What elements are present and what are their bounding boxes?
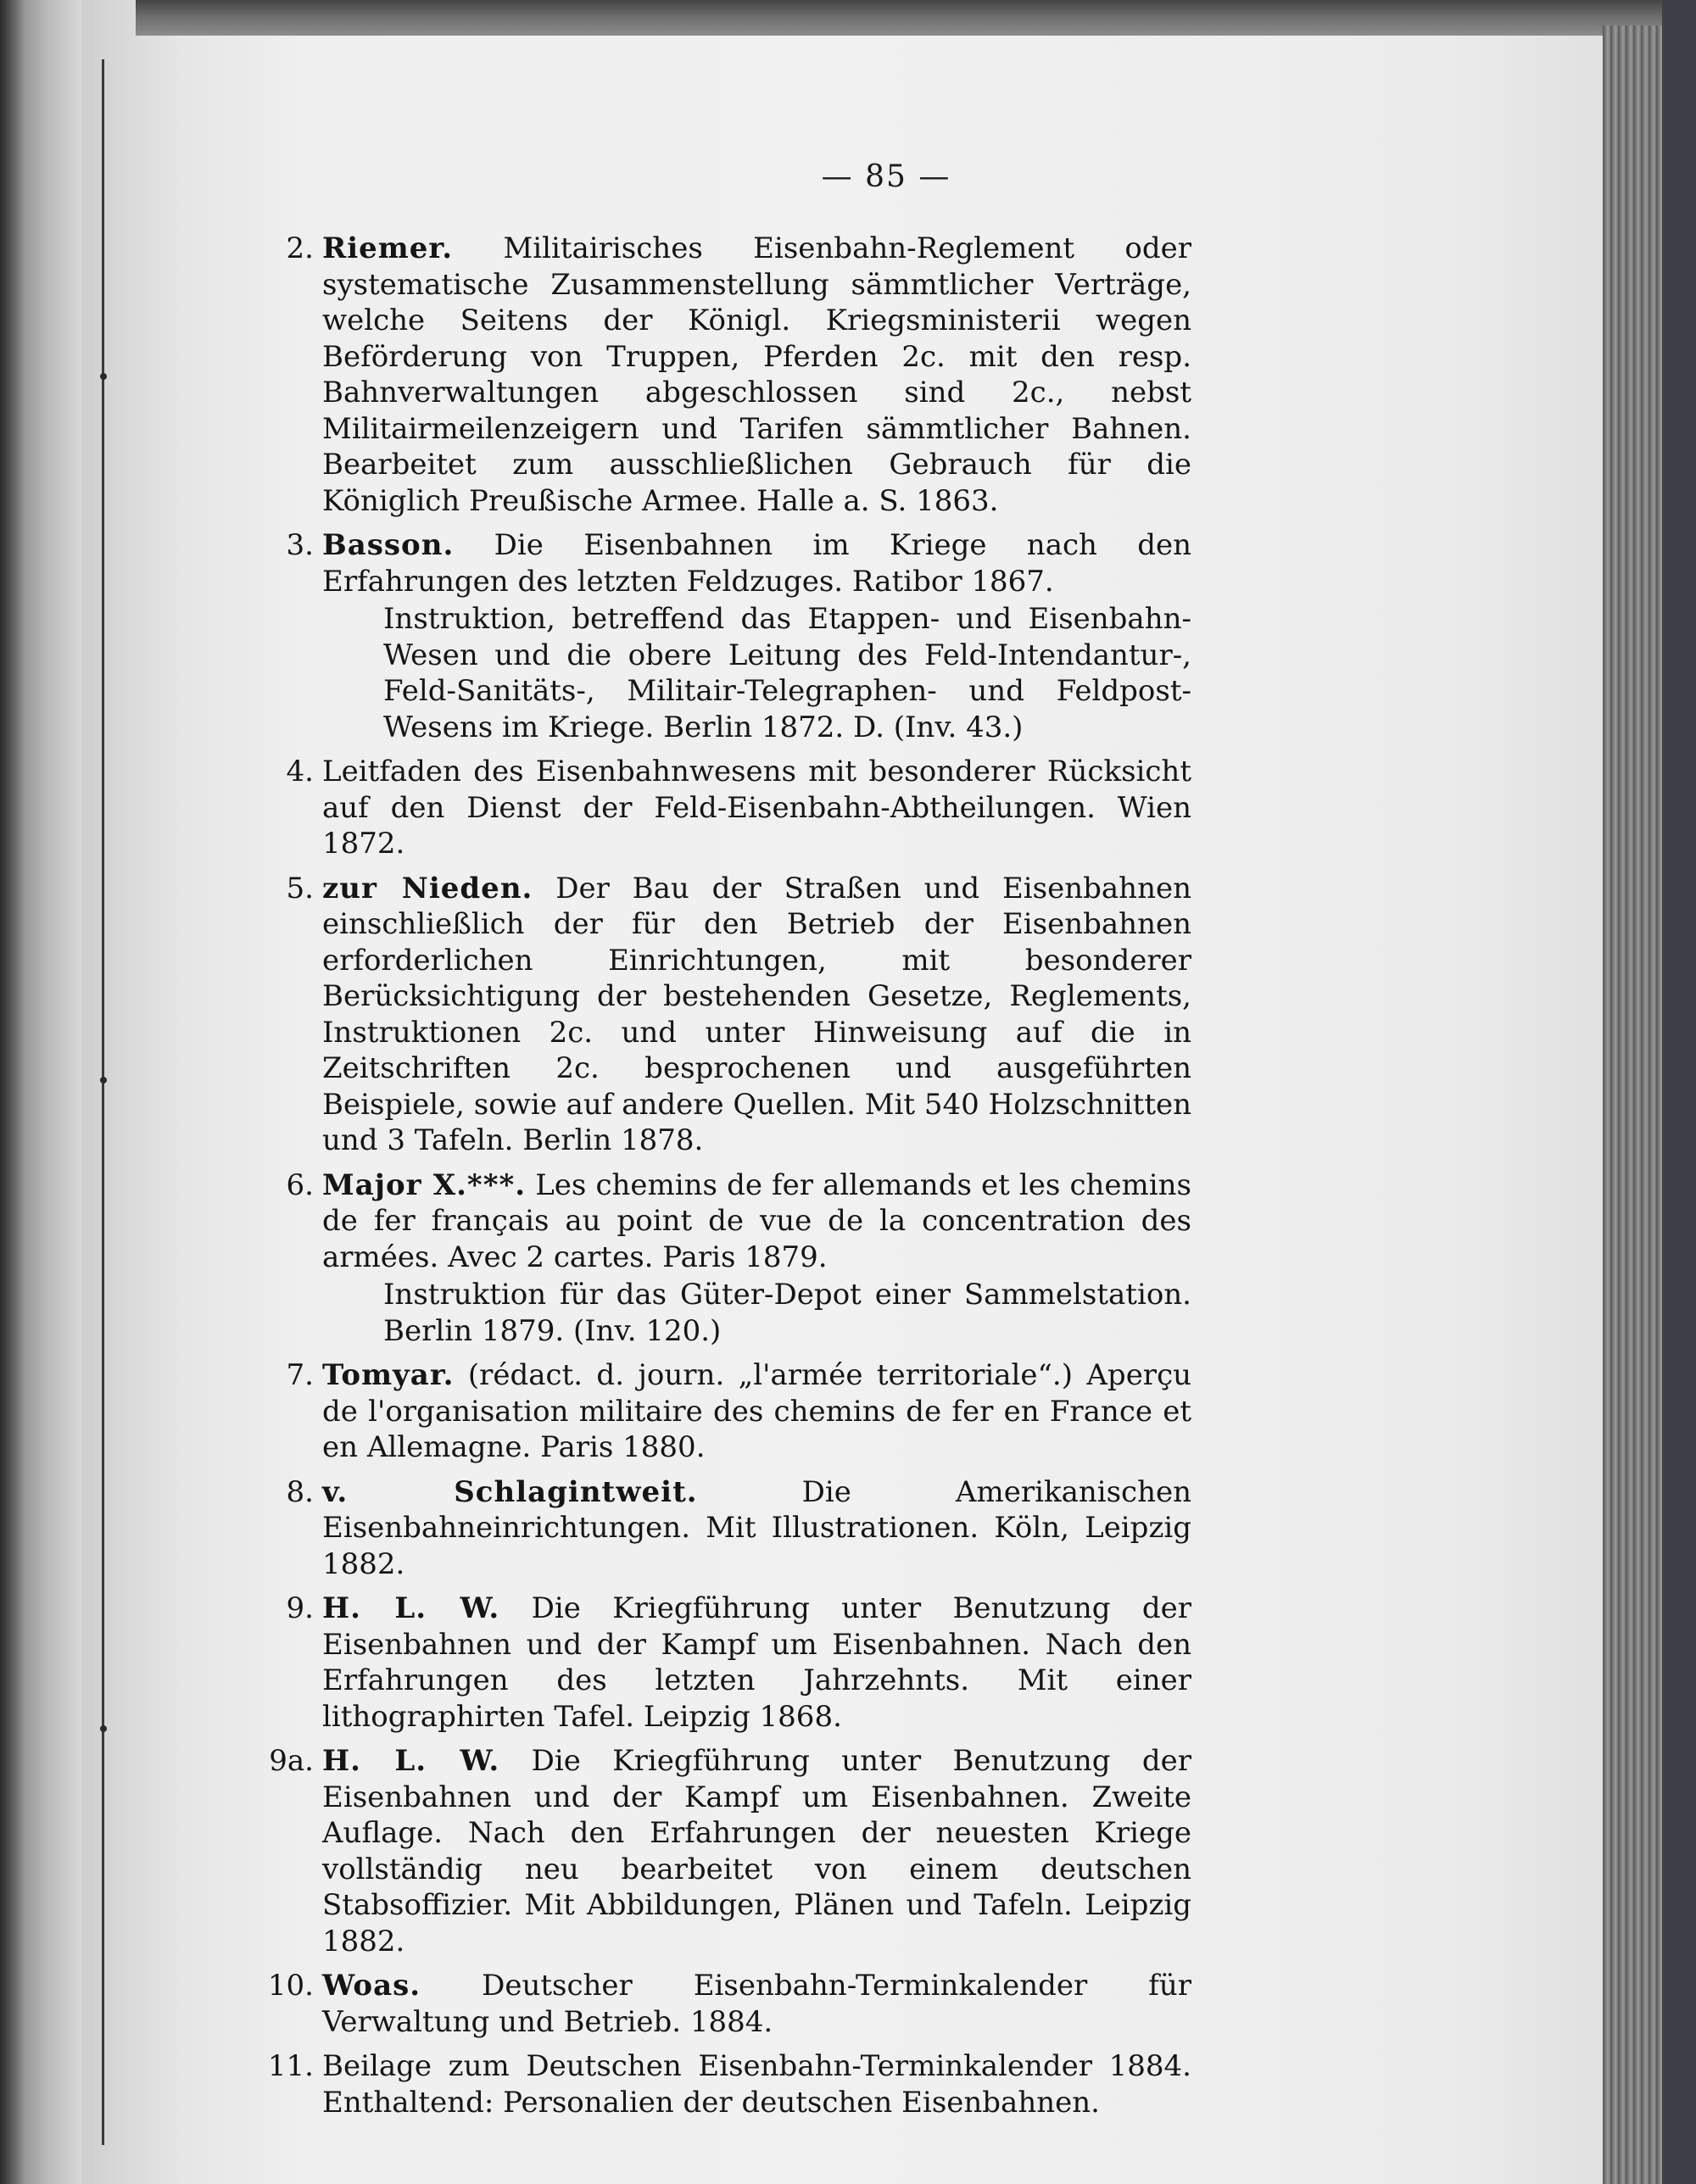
entry-text: Militairisches Eisenbahn-Reglement oder systematische Zusammenstellung sämmtlicher Verträge, welche Seitens der Königl. Kriegsministerii wegen Beförderung von Truppen, Pferden 2c. mit den resp. Bahnverwaltungen abgeschlossen sind 2c., nebst Militairmeilenzeigern und Tarifen sämmtlicher Bahnen. Bearbeitet zum ausschließlichen Gebrauch für die Königlich Preußische Armee. Halle a. S. 1863. (322, 231, 1192, 518)
list-item (286, 1167, 1191, 1350)
entry-note: Instruktion, betreffend das Etappen- und Eisenbahn-Wesen und die obere Leitung des Feld-Intendantur-, Feld-Sanitäts-, Militair-Telegraphen- und Feldpost-Wesens im Kriege. Berlin 1872. D. (Inv. 43.) (383, 602, 1191, 744)
book-spine-shadow (0, 0, 81, 2184)
entry-author: zur Nieden. (322, 871, 533, 905)
entry-author: Major X.***. (322, 1167, 527, 1202)
entry-note: Instruktion für das Güter-Depot einer Sammelstation. Berlin 1879. (Inv. 120.) (383, 1278, 1191, 1348)
binding-hole (100, 1077, 107, 1084)
binding-line (102, 59, 104, 2145)
bibliography-list (267, 231, 1192, 2129)
entry-number: 6. (286, 1167, 314, 1202)
entry-number: 4. (286, 755, 314, 788)
entry-author: Basson. (322, 528, 455, 562)
entry-number: 2. (286, 231, 314, 265)
entry-text: Les chemins de fer allemands et les chemins de fer français au point de vue de la concentration des armées. Avec 2 cartes. Paris 1879. (322, 1167, 1191, 1274)
entry-number: 8. (286, 1474, 314, 1509)
entry-author: Riemer. (322, 231, 454, 265)
entry-number: 9a. (269, 1744, 314, 1778)
list-item (286, 1474, 1192, 1583)
list-item (286, 1591, 1191, 1735)
list-item (286, 231, 1192, 519)
entry-number: 5. (286, 871, 314, 905)
entry-number: 7. (286, 1358, 314, 1392)
binding-hole (100, 373, 107, 380)
entry-number: 3. (286, 528, 314, 562)
book-cover-edge (1662, 0, 1696, 2184)
entry-text: Leitfaden des Eisenbahnwesens mit besonderer Rücksicht auf den Dienst der Feld-Eisenbahn-Abtheilungen. Wien 1872. (322, 755, 1191, 861)
entry-author: Tomyar. (322, 1358, 455, 1392)
entry-author: Woas. (322, 1969, 421, 2003)
entry-number: 9. (286, 1591, 314, 1625)
entry-text: Die Amerikanischen Eisenbahneinrichtungen. Mit Illustrationen. Köln, Leipzig 1882. (322, 1474, 1192, 1581)
entry-text: Der Bau der Straßen und Eisenbahnen einschließlich der für den Betrieb der Eisenbahnen erforderlichen Einrichtungen, mit besonderer Berücksichtigung der bestehenden Gesetze, Reglements, Instruktionen 2c. und unter Hinweisung auf die in Zeitschriften 2c. besprochenen und ausgeführten Beispiele, sowie auf andere Quellen. Mit 540 Holzschnitten und 3 Tafeln. Berlin 1878. (322, 871, 1191, 1157)
entry-text: Beilage zum Deutschen Eisenbahn-Terminkalender 1884. Enthaltend: Personalien der deutschen Eisenbahnen. (322, 2049, 1191, 2120)
entry-text: Die Kriegführung unter Benutzung der Eisenbahnen und der Kampf um Eisenbahnen. Nach den Erfahrungen des letzten Jahrzehnts. Mit einer lithographirten Tafel. Leipzig 1868. (322, 1591, 1191, 1734)
list-item (286, 1357, 1192, 1466)
entry-text: Deutscher Eisenbahn-Terminkalender für Verwaltung und Betrieb. 1884. (322, 1969, 1191, 2039)
entry-text: Die Eisenbahnen im Kriege nach den Erfahrungen des letzten Feldzuges. Ratibor 1867. (322, 528, 1192, 599)
list-item (286, 754, 1191, 862)
entry-number: 11. (267, 2049, 314, 2083)
entry-text: (rédact. d. journ. „l'armée territoriale“.) Aperçu de l'organisation militaire des chemins de fer en France et en Allemagne. Paris 1880. (322, 1358, 1192, 1464)
list-item (267, 1968, 1191, 2040)
entry-number: 10. (267, 1969, 314, 2003)
list-item (267, 2048, 1191, 2120)
binding-hole (100, 1725, 107, 1732)
list-item (286, 871, 1191, 1159)
entry-author: v. Schlagintweit. (322, 1474, 698, 1509)
list-item (286, 527, 1192, 745)
entry-author: H. L. W. (322, 1744, 500, 1778)
list-item (269, 1743, 1191, 1959)
page-number: — 85 — (821, 159, 951, 194)
entry-text: Die Kriegführung unter Benutzung der Eisenbahnen und der Kampf um Eisenbahnen. Zweite Auflage. Nach den Erfahrungen der neuesten Kriege vollständig neu bearbeitet von einem deutschen Stabsoffizier. Mit Abbildungen, Plänen und Tafeln. Leipzig 1882. (322, 1744, 1191, 1958)
book-top-edge (136, 0, 1696, 36)
entry-author: H. L. W. (322, 1591, 500, 1625)
